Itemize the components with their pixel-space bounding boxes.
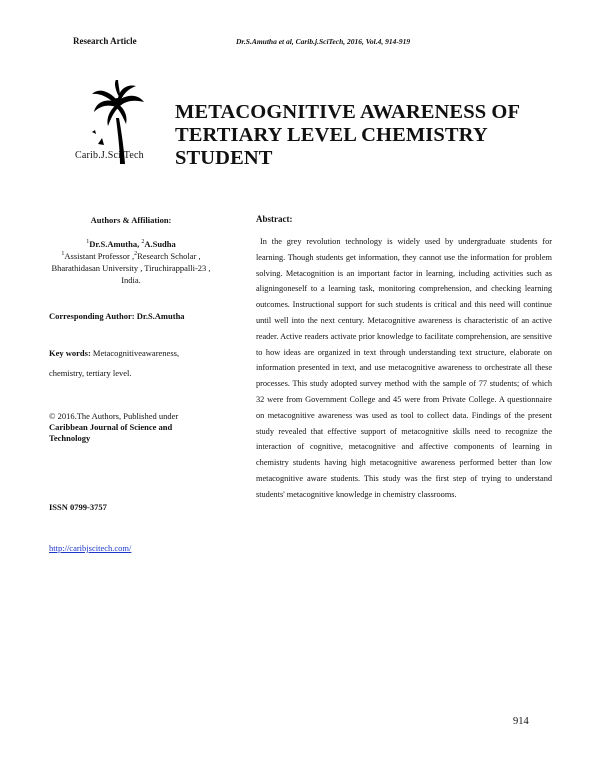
affiliation [47, 248, 215, 286]
corresponding-author: Corresponding Author: Dr.S.Amutha [49, 311, 185, 321]
author1-superscript: 1 [86, 239, 90, 245]
paper-title [175, 101, 585, 170]
title-line-2: TERTIARY LEVEL CHEMISTRY STUDENT [175, 124, 487, 169]
affil-superscript-1: 1 [61, 251, 65, 257]
affiliation-line-3: India. [121, 274, 141, 285]
author-1: Dr.S.Amutha, [89, 238, 142, 249]
issn: ISSN 0799-3757 [49, 502, 107, 512]
abstract-heading: Abstract: [256, 214, 293, 224]
title-line-1: METACOGNITIVE AWARENESS OF [175, 101, 521, 123]
abstract-body [256, 234, 552, 503]
journal-url-link[interactable]: http://caribjscitech.com/ [49, 543, 132, 553]
page-number: 914 [513, 716, 529, 727]
keywords-label: Key words: [49, 348, 91, 358]
keywords-value: Metacognitiveawareness, [90, 348, 180, 358]
copyright-line-1: © 2016.The Authors, Published under [49, 411, 179, 421]
copyright-line-2: Caribbean Journal of Science and [49, 422, 173, 432]
affil-role-2: Research Scholar , [137, 250, 201, 261]
author-2: A.Sudha [144, 238, 176, 249]
keywords [49, 343, 217, 383]
affiliation-line-1 [47, 248, 215, 262]
keywords-line-2: chemistry, tertiary level. [49, 368, 132, 378]
copyright-line-3: Technology [49, 433, 91, 443]
journal-logo-caption: Carib.J.Sci.Tech [75, 150, 144, 161]
copyright-notice [49, 411, 224, 444]
affil-role-1: Assistant Professor , [64, 250, 135, 261]
article-type: Research Article [73, 36, 137, 46]
authors-heading: Authors & Affiliation: [90, 215, 172, 225]
affil-superscript-2: 2 [134, 251, 138, 257]
author2-superscript: 2 [141, 239, 145, 245]
abstract-text: In the grey revolution technology is widely used by undergraduate students for learning. Though students get information, they cannot use the information for problem solving. Metacognition is an important factor in learning, including activities such as aligningoneself to a learning task, monitoring comprehension, and checking learning outcomes. Instructional support for such students is critical and this need will continue until well into the next century. Metacognitive awareness is characteristic of an active reader. Active readers activate prior knowledge to facilitate comprehension, are sensitive to how ideas are organized in text through understanding text structure, elaborate on information presented in text, and use metacognitive awareness to orchestrate all these processes. This study adopted survey method with the sample of 77 students; of which 32 were from Government College and 45 were from Private College. A questionnaire on metacognitive awareness was used as tool to collect data. Findings of the present study revealed that effective support of metacognitive skills need to recognize the interaction of cognitive, metacognitive and affective components of learning in chemistry students having high metacognitive awareness performed better than low metacognitive aware students. This study was the first step of trying to understand students' metacognitive knowledge in chemistry classrooms. [256, 237, 552, 499]
affiliation-line-2: Bharathidasan University , Tiruchirappalli-23 , [51, 262, 211, 273]
citation-header: Dr.S.Amutha et al, Carib.j.SciTech, 2016, Vol.4, 914-919 [236, 37, 411, 46]
